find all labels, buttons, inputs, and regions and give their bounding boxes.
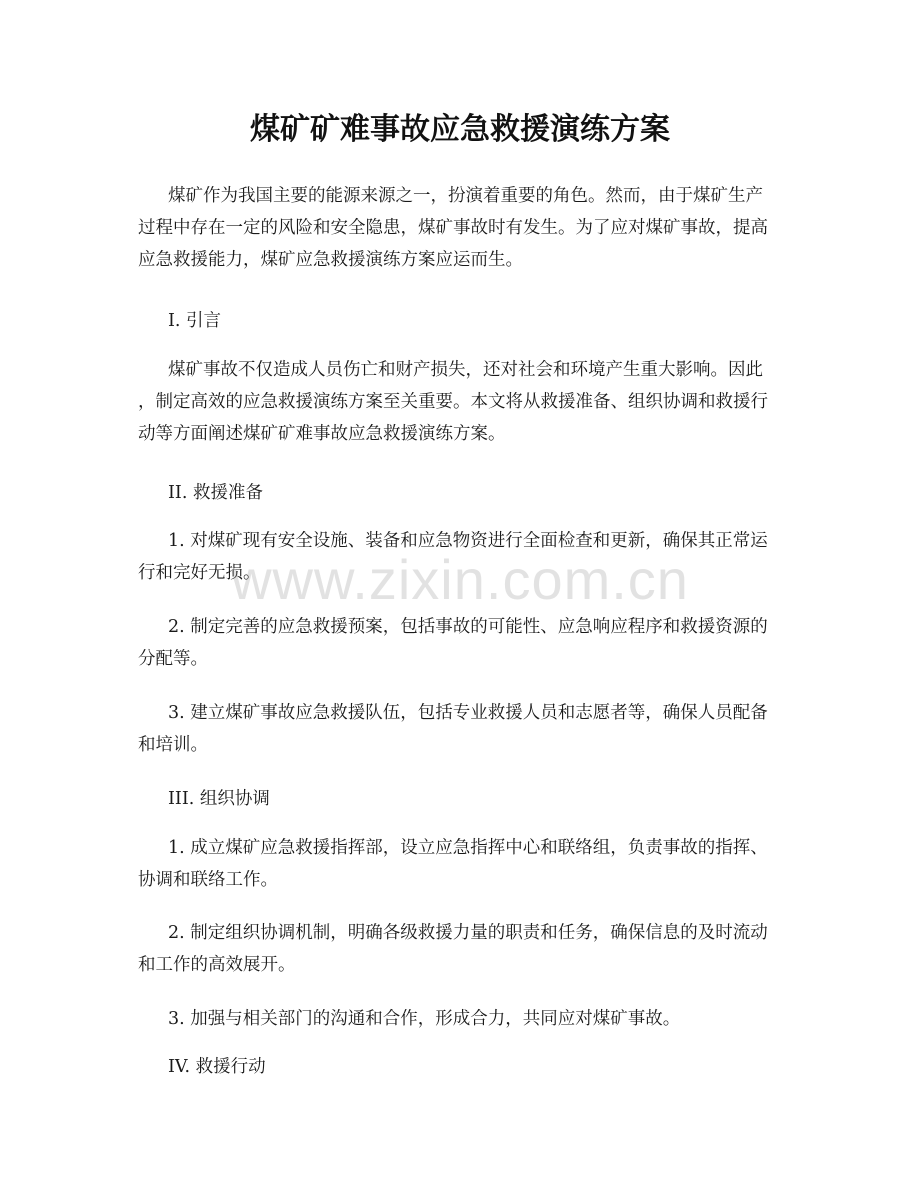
text-line: 1. 成立煤矿应急救援指挥部，设立应急指挥中心和联络组，负责事故的指挥、 [168,838,768,858]
text-line: 和工作的高效展开。 [138,955,296,975]
text-line: ，制定高效的应急救援演练方案至关重要。本文将从救援准备、组织协调和救援行 [138,392,768,412]
text-line: 分配等。 [138,649,208,669]
text-line: 应急救援能力，煤矿应急救援演练方案应运而生。 [138,250,523,270]
text-line: 3. 加强与相关部门的沟通和合作，形成合力，共同应对煤矿事故。 [168,1009,681,1029]
text-line: 3. 建立煤矿事故应急救援队伍，包括专业救援人员和志愿者等，确保人员配备 [168,703,768,723]
list-item-paragraph [138,525,788,589]
text-line: 2. 制定完善的应急救援预案，包括事故的可能性、应急响应程序和救援资源的 [168,617,768,637]
section-heading-coordination: III. 组织协调 [168,789,270,809]
text-line: 协调和联络工作。 [138,870,278,890]
text-line: 动等方面阐述煤矿矿难事故应急救援演练方案。 [138,424,506,444]
list-item-paragraph [138,917,788,981]
list-item-paragraph [138,1003,788,1035]
watermark: www.zixin.com.cn [231,548,689,611]
intro-paragraph [138,180,788,276]
text-line: 和培训。 [138,735,208,755]
text-line: 煤矿事故不仅造成人员伤亡和财产损失，还对社会和环境产生重大影响。因此 [168,360,763,380]
list-item-paragraph [138,611,788,675]
text-line: 1. 对煤矿现有安全设施、装备和应急物资进行全面检查和更新，确保其正常运 [168,531,768,551]
section-heading-rescue-action: IV. 救援行动 [168,1057,266,1077]
section-paragraph [138,354,788,450]
section-heading-intro: I. 引言 [168,311,222,331]
list-item-paragraph [138,832,788,896]
text-line: 行和完好无损。 [138,563,261,583]
list-item-paragraph [138,697,788,761]
text-line: 2. 制定组织协调机制，明确各级救援力量的职责和任务，确保信息的及时流动 [168,923,768,943]
text-line: 过程中存在一定的风险和安全隐患，煤矿事故时有发生。为了应对煤矿事故，提高 [138,218,768,238]
document-title: 煤矿矿难事故应急救援演练方案 [250,112,670,147]
text-line: 煤矿作为我国主要的能源来源之一，扮演着重要的角色。然而，由于煤矿生产 [168,186,763,206]
section-heading-preparation: II. 救援准备 [168,483,263,503]
